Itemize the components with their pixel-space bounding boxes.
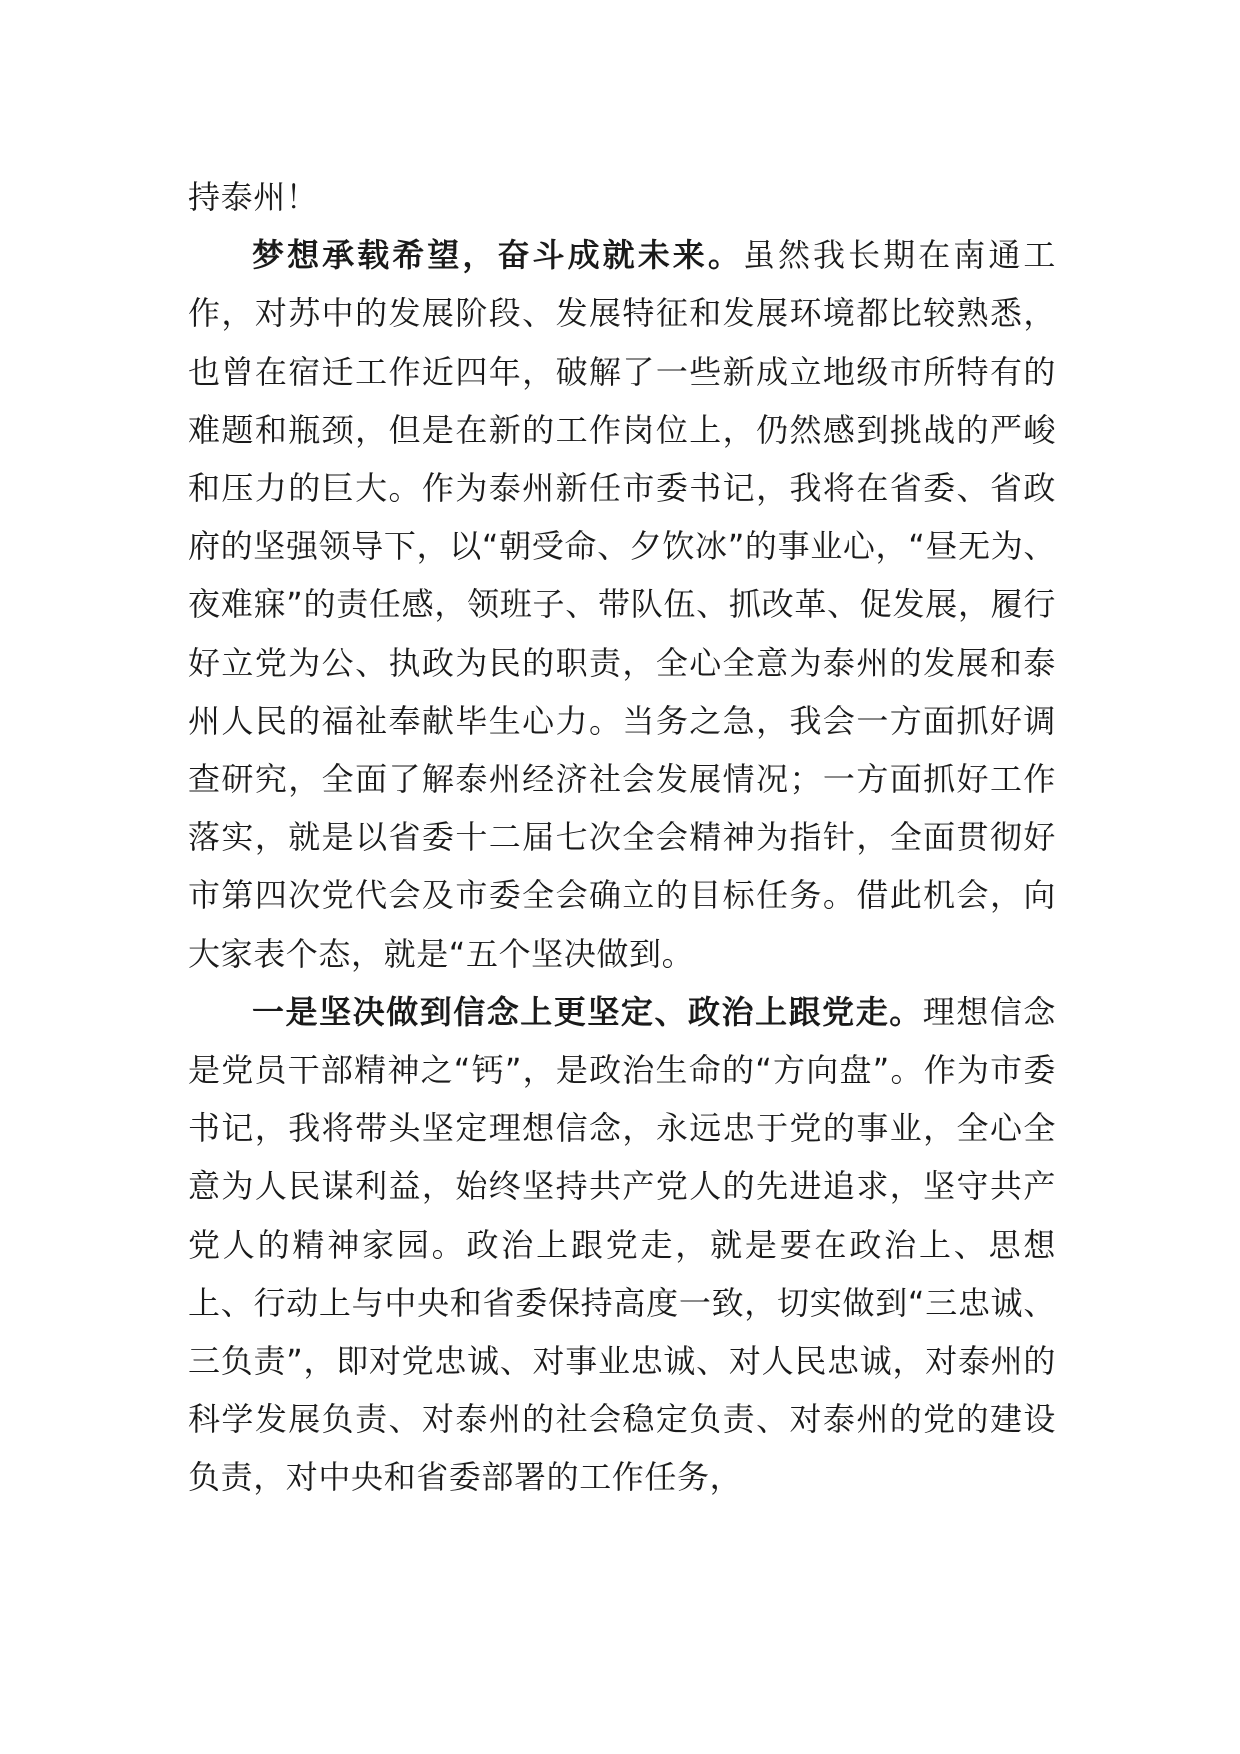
body-text xyxy=(188,168,1056,1507)
paragraph-text: 虽然我长期在南通工作，对苏中的发展阶段、发展特征和发展环境都比较熟悉，也曾在宿迁工作近四年，破解了一些新成立地级市所特有的难题和瓶颈，但是在新的工作岗位上，仍然感到挑战的严峻和压力的巨大。作为泰州新任市委书记，我将在省委、省政府的坚强领导下，以“朝受命、夕饮冰”的事业心，“昼无为、夜难寐”的责任感，领班子、带队伍、抓改革、促发展，履行好立党为公、执政为民的职责，全心全意为泰州的发展和泰州人民的福祉奉献毕生心力。当务之急，我会一方面抓好调查研究，全面了解泰州经济社会发展情况；一方面抓好工作落实，就是以省委十二届七次全会精神为指针，全面贯彻好市第四次党代会及市委全会确立的目标任务。借此机会，向大家表个态，就是“五个坚决做到。 xyxy=(188,236,1056,973)
paragraph-text: 理想信念是党员干部精神之“钙”，是政治生命的“方向盘”。作为市委书记，我将带头坚定理想信念，永远忠于党的事业，全心全意为人民谋利益，始终坚持共产党人的先进追求，坚守共产党人的精神家园。政治上跟党走，就是要在政治上、思想上、行动上与中央和省委保持高度一致，切实做到“三忠诚、三负责”，即对党忠诚、对事业忠诚、对人民忠诚，对泰州的科学发展负责、对泰州的社会稳定负责、对泰州的党的建设负责，对中央和省委部署的工作任务， xyxy=(188,992,1056,1497)
paragraph-continuation xyxy=(188,168,1056,226)
paragraph-dream xyxy=(188,226,1056,983)
paragraph-text: 持泰州！ xyxy=(188,178,319,216)
paragraph-lead-heading: 梦想承载希望，奋斗成就未来。 xyxy=(252,236,743,275)
paragraph-lead-heading: 一是坚决做到信念上更坚定、政治上跟党走。 xyxy=(252,992,923,1031)
paragraph-first-commitment xyxy=(188,983,1056,1507)
